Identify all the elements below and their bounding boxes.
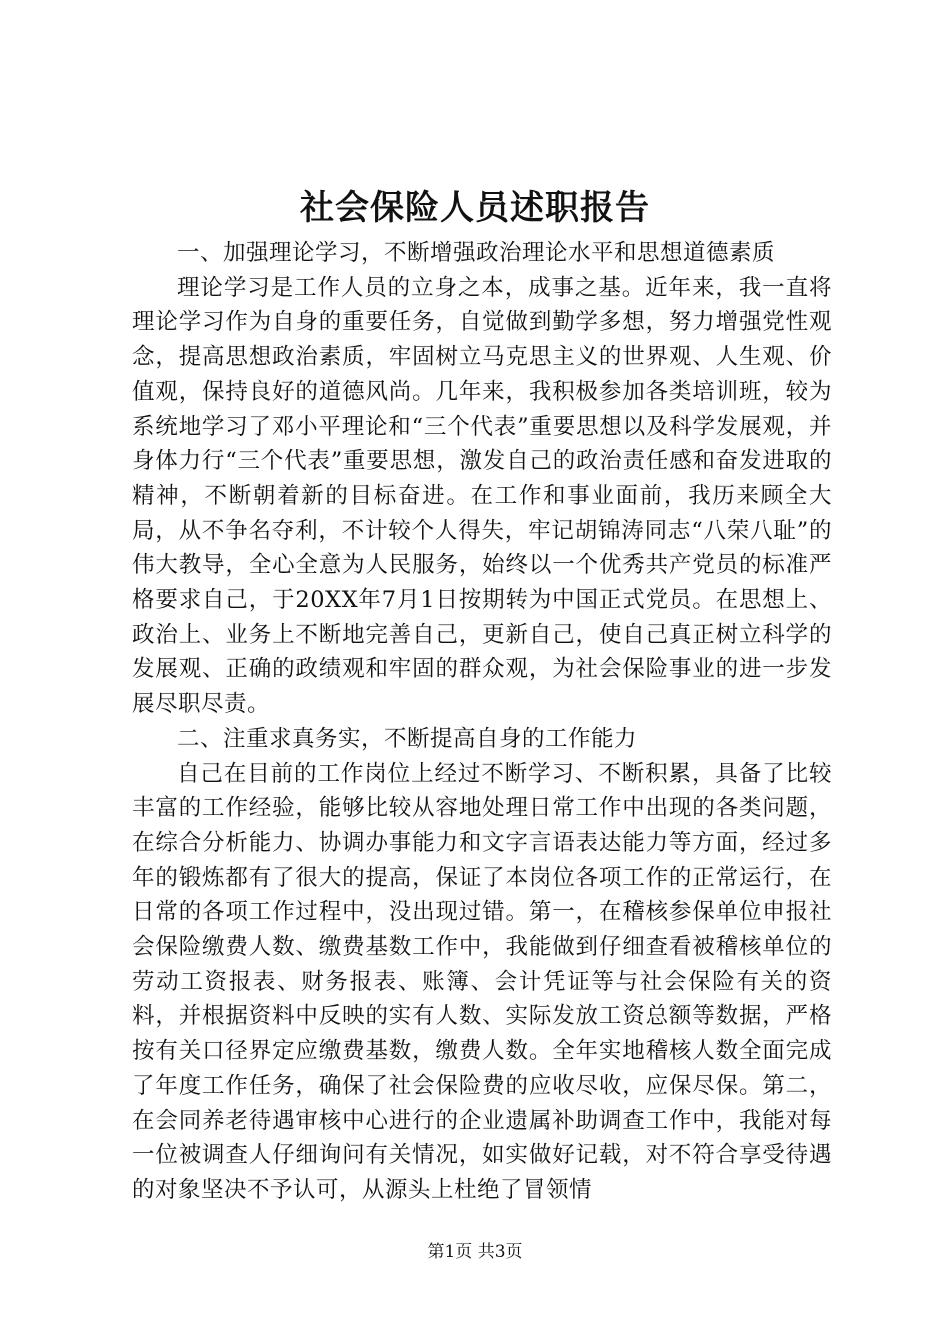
paragraph-2: 自己在目前的工作岗位上经过不断学习、不断积累，具备了比较丰富的工作经验，能够比较从容地处理日常工作中出现的各类问题，在综合分析能力、协调办事能力和文字言语表达能力等方面，经过多年的锻炼都有了很大的提高，保证了本岗位各项工作的正常运行，在日常的各项工作过程中，没出现过错。第一，在稽核参保单位申报社会保险缴费人数、缴费基数工作中，我能做到仔细查看被稽核单位的劳动工资报表、财务报表、账簿、会计凭证等与社会保险有关的资料，并根据资料中反映的实有人数、实际发放工资总额等数据，严格按有关口径界定应缴费基数，缴费人数。全年实地稽核人数全面完成了年度工作任务，确保了社会保险费的应收尽收，应保尽保。第二，在会同养老待遇审核中心进行的企业遗属补助调查工作中，我能对每一位被调查人仔细询问有关情况，如实做好记载，对不符合享受待遇的对象坚决不予认可，从源头上杜绝了冒领情 [132,760,832,1203]
page-footer: 第1页 共3页 [427,1242,523,1262]
document-title: 社会保险人员述职报告 [300,188,650,228]
document-body [132,236,832,1208]
section-heading-1: 一、加强理论学习，不断增强政治理论水平和思想道德素质 [177,240,776,266]
section-heading-2: 二、注重求真务实，不断提高自身的工作能力 [177,725,638,752]
paragraph-1: 理论学习是工作人员的立身之本，成事之基。近年来，我一直将理论学习作为自身的重要任务，自觉做到勤学多想，努力增强党性观念，提高思想政治素质，牢固树立马克思主义的世界观、人生观、价值观，保持良好的道德风尚。几年来，我积极参加各类培训班，较为系统地学习了邓小平理论和“三个代表”重要思想以及科学发展观，并身体力行“三个代表”重要思想，激发自己的政治责任感和奋发进取的精神，不断朝着新的目标奋进。在工作和事业面前，我历来顾全大局，从不争名夺利，不计较个人得失，牢记胡锦涛同志“八荣八耻”的伟大教导，全心全意为人民服务，始终以一个优秀共产党员的标准严格要求自己，于20XX年7月1日按期转为中国正式党员。在思想上、政治上、业务上不断地完善自己，更新自己，使自己真正树立科学的发展观、正确的政绩观和牢固的群众观，为社会保险事业的进一步发展尽职尽责。 [132,274,832,718]
